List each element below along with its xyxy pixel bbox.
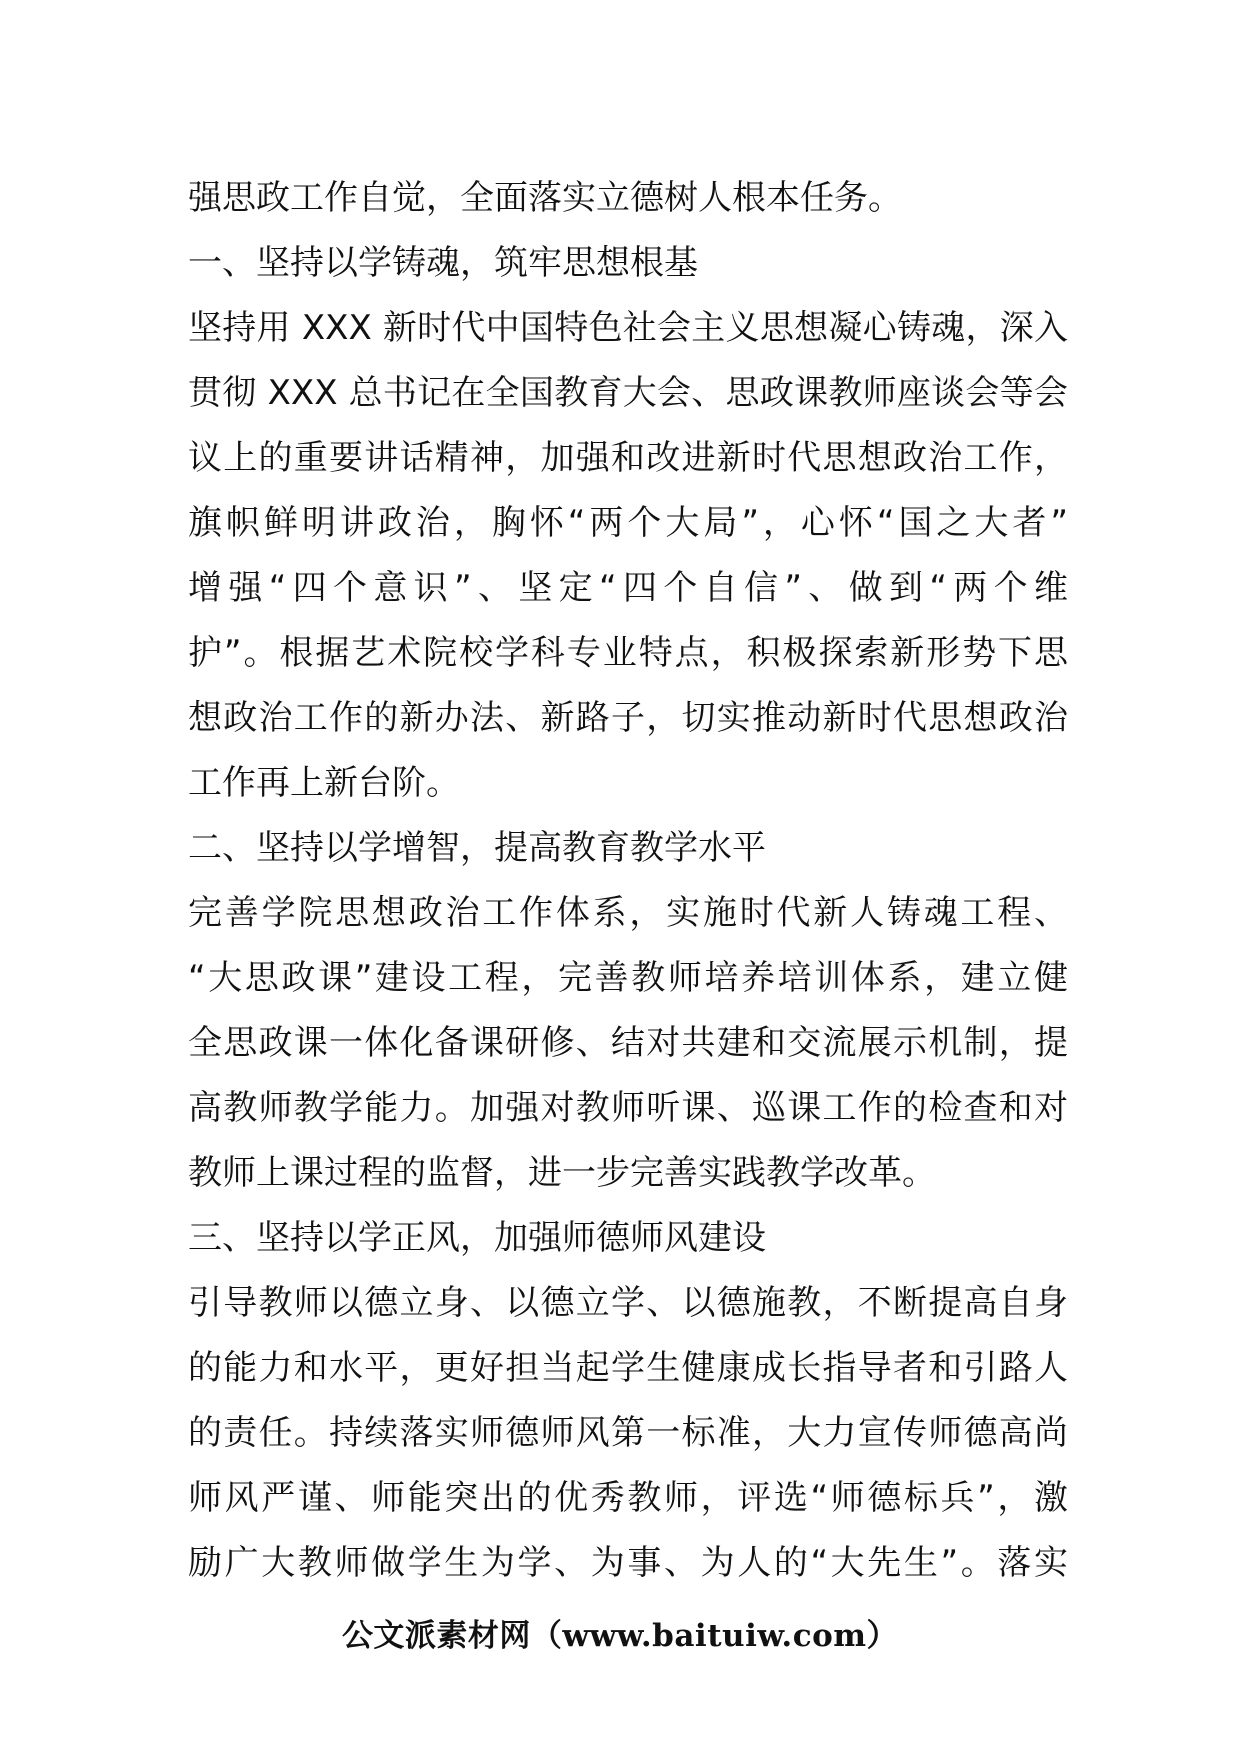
section-heading-3: 三、坚持以学正风，加强师德师风建设 <box>188 1218 766 1258</box>
body-line-18: 引导教师以德立身、以德立学、以德施教，不断提高自身 <box>188 1283 1068 1323</box>
body-line-7: 增强“四个意识”、坚定“四个自信”、做到“两个维 <box>188 568 1068 608</box>
body-line-3: 坚持用 XXX 新时代中国特色社会主义思想凝心铸魂，深入 <box>188 308 1068 348</box>
body-line-1: 强思政工作自觉，全面落实立德树人根本任务。 <box>188 178 902 218</box>
document-body <box>188 166 1068 1596</box>
body-line-14: 全思政课一体化备课研修、结对共建和交流展示机制，提 <box>188 1023 1068 1063</box>
section-heading-1: 一、坚持以学铸魂，筑牢思想根基 <box>188 243 698 283</box>
body-line-21: 师风严谨、师能突出的优秀教师，评选“师德标兵”，激 <box>188 1478 1068 1518</box>
body-line-10: 工作再上新台阶。 <box>188 763 460 803</box>
body-line-9: 想政治工作的新办法、新路子，切实推动新时代思想政治 <box>188 698 1068 738</box>
body-line-22: 励广大教师做学生为学、为事、为人的“大先生”。落实 <box>188 1543 1068 1583</box>
body-line-4: 贯彻 XXX 总书记在全国教育大会、思政课教师座谈会等会 <box>188 373 1068 413</box>
body-line-6: 旗帜鲜明讲政治，胸怀“两个大局”，心怀“国之大者” <box>188 503 1068 543</box>
body-line-13: “大思政课”建设工程，完善教师培养培训体系，建立健 <box>188 958 1068 998</box>
body-line-15: 高教师教学能力。加强对教师听课、巡课工作的检查和对 <box>188 1088 1068 1128</box>
body-line-8: 护”。根据艺术院校学科专业特点，积极探索新形势下思 <box>188 633 1068 673</box>
body-line-12: 完善学院思想政治工作体系，实施时代新人铸魂工程、 <box>188 893 1068 933</box>
section-heading-2: 二、坚持以学增智，提高教育教学水平 <box>188 828 766 868</box>
body-line-16: 教师上课过程的监督，进一步完善实践教学改革。 <box>188 1153 936 1193</box>
body-line-5: 议上的重要讲话精神，加强和改进新时代思想政治工作， <box>188 438 1068 478</box>
body-line-19: 的能力和水平，更好担当起学生健康成长指导者和引路人 <box>188 1348 1068 1388</box>
body-line-20: 的责任。持续落实师德师风第一标准，大力宣传师德高尚 <box>188 1413 1068 1453</box>
footer-watermark-text: 公文派素材网（www.baituiw.com） <box>341 1618 899 1654</box>
